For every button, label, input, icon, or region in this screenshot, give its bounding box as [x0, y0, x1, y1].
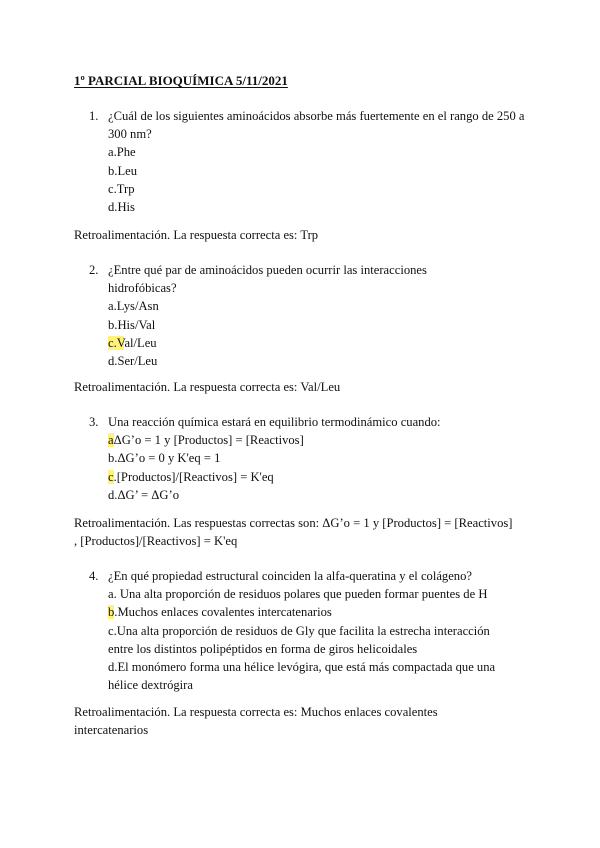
question-text: ¿Entre qué par de aminoácidos pueden ocurrir las interacciones hidrofóbicas?	[108, 263, 427, 296]
option-prefix: d.	[108, 660, 118, 675]
feedback-1: Retroalimentación. La respuesta correcta es: Trp	[74, 228, 319, 242]
question-2	[89, 261, 539, 370]
option-prefix: a.	[108, 299, 117, 314]
option-prefix: b.	[108, 317, 118, 332]
option-text: His/Val	[117, 317, 156, 332]
option-c	[108, 334, 539, 352]
option-text: ΔG’ = ΔG’o	[117, 487, 179, 502]
option-c	[108, 468, 539, 486]
question-3	[89, 413, 539, 504]
option-a	[108, 297, 539, 315]
option-text: Trp	[116, 181, 135, 196]
option-prefix-highlighted: b	[108, 605, 115, 620]
feedback-4: Retroalimentación. La respuesta correcta es: Muchos enlaces covalentes intercatenarios	[74, 705, 438, 738]
option-prefix: c.	[108, 181, 117, 196]
question-text: ¿Cuál de los siguientes aminoácidos absorbe más fuertemente en el rango de 250 a 300 nm?	[108, 109, 525, 142]
option-b	[108, 316, 539, 334]
option-text: al/Leu	[124, 335, 157, 350]
question-4	[89, 567, 529, 694]
feedback-3: Retroalimentación. Las respuestas correctas son: ΔG’o = 1 y [Productos] = [Reactivos] , [Productos]/[Reactivos] = K'eq	[74, 516, 513, 549]
option-prefix: b.	[108, 451, 118, 466]
option-text: Ser/Leu	[117, 354, 158, 369]
option-b	[108, 449, 539, 467]
option-d	[108, 352, 539, 370]
option-prefix: d.	[108, 200, 118, 215]
option-prefix-highlighted: a	[108, 433, 114, 448]
option-text: Leu	[117, 163, 138, 178]
option-text: ΔG’o = 1 y [Productos] = [Reactivos]	[113, 433, 304, 448]
option-prefix: c.	[108, 623, 117, 638]
option-text: El monómero forma una hélice levógira, que está más compactada que una hélice dextrógira	[108, 660, 496, 693]
question-number: 2.	[89, 263, 99, 277]
question-text: ¿En qué propiedad estructural coinciden la alfa-queratina y el colágeno?	[108, 569, 472, 583]
option-a	[108, 585, 529, 603]
question-text: Una reacción química estará en equilibrio termodinámico cuando:	[108, 415, 441, 429]
option-text: Una alta proporción de residuos polares que pueden formar puentes de H	[116, 587, 488, 602]
page-title: 1º PARCIAL BIOQUÍMICA 5/11/2021	[74, 73, 288, 88]
question-1	[89, 107, 539, 216]
option-c	[108, 622, 518, 658]
option-a	[108, 431, 539, 449]
option-d	[108, 658, 523, 694]
option-a	[108, 143, 539, 161]
option-text: .[Productos]/[Reactivos] = K'eq	[113, 469, 274, 484]
option-prefix-highlighted: c	[108, 469, 114, 484]
question-number: 1.	[89, 109, 99, 123]
feedback-2: Retroalimentación. La respuesta correcta es: Val/Leu	[74, 380, 341, 394]
option-text: His	[117, 200, 135, 215]
option-b	[108, 162, 539, 180]
option-prefix-highlighted: c.V	[108, 335, 125, 350]
option-prefix: d.	[108, 487, 118, 502]
option-prefix: b.	[108, 163, 118, 178]
option-text: Una alta proporción de residuos de Gly que facilita la estrecha interacción entre los distintos polipéptidos en forma de giros helicoidales	[108, 623, 490, 656]
question-number: 3.	[89, 415, 99, 429]
option-text: Lys/Asn	[116, 299, 159, 314]
option-prefix: d.	[108, 354, 118, 369]
option-b	[108, 603, 529, 621]
option-prefix: a.	[108, 145, 117, 160]
option-c	[108, 180, 539, 198]
option-d	[108, 486, 539, 504]
option-text: .Muchos enlaces covalentes intercatenarios	[114, 605, 332, 620]
option-d	[108, 198, 539, 216]
option-text: Phe	[116, 145, 136, 160]
question-number: 4.	[89, 569, 99, 583]
option-text: ΔG’o = 0 y K'eq = 1	[117, 451, 221, 466]
option-prefix: a.	[108, 587, 117, 602]
